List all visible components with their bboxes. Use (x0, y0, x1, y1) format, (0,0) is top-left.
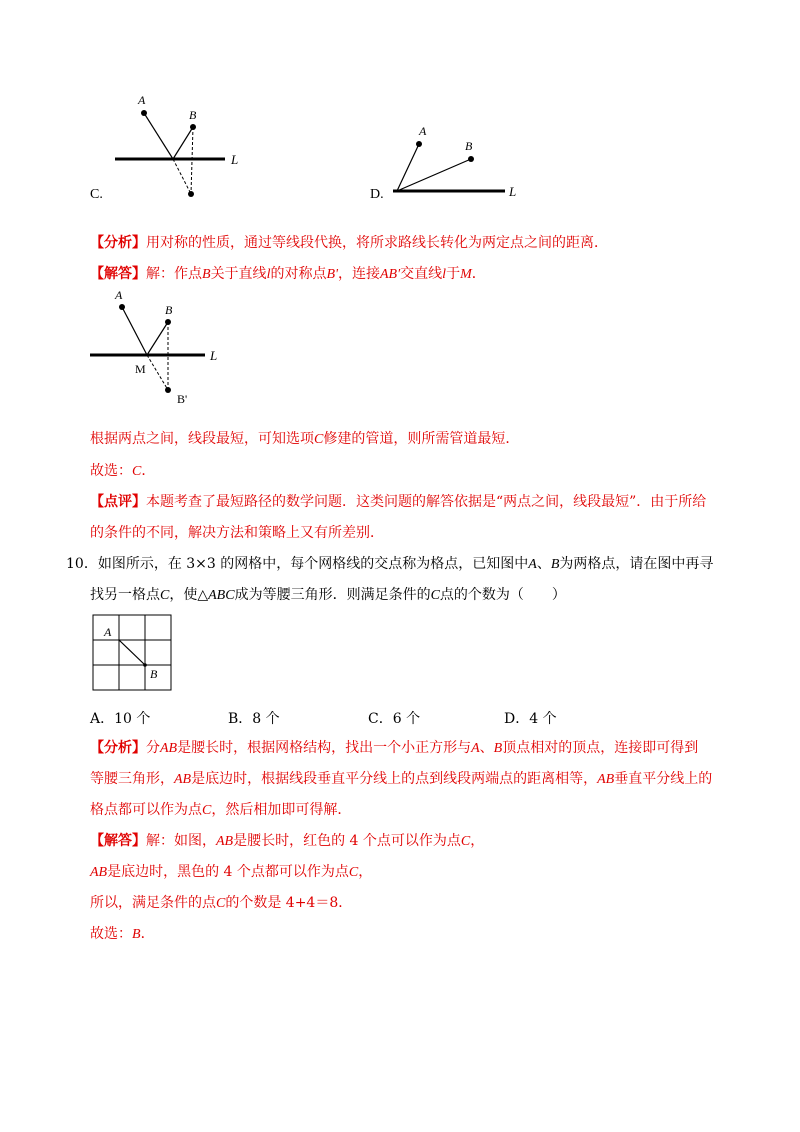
text: 等腰三角形， (90, 771, 174, 787)
text: ， (470, 833, 485, 849)
label-a: A (419, 124, 427, 138)
text: 是底边时，根据线段垂直平分线上的点到线段两端点的距离相等， (191, 771, 598, 787)
text: 的个数是 4+4＝8． (225, 895, 353, 911)
answer-tag: 【解答】 (90, 833, 146, 849)
q10-answer-line2 (90, 862, 372, 883)
q9-choose (90, 461, 155, 482)
var: AB′ (380, 267, 401, 282)
var: B (202, 267, 211, 282)
label-l: L (210, 348, 218, 363)
label-a: A (104, 625, 112, 639)
dashed-segment (147, 355, 168, 390)
var: C (460, 834, 471, 849)
point-b-prime (165, 387, 171, 393)
segment-bm (173, 127, 193, 159)
text: 找另一格点 (90, 587, 160, 603)
text: 所以，满足条件的点 (90, 895, 216, 911)
var: AB (216, 834, 234, 849)
text: 是腰长时，根据网格结构，找出一个小正方形与 (177, 740, 472, 756)
text: 于 (446, 266, 461, 282)
question-number: 10． (66, 556, 98, 572)
var: B (132, 927, 141, 942)
q10-stem-line1 (66, 554, 713, 575)
label-l: L (509, 184, 517, 199)
q9-comment (90, 492, 706, 512)
text: 是底边时，黑色的 4 个点都可以作为点 (107, 864, 349, 880)
q10-choose (90, 924, 155, 945)
text: 故选： (90, 463, 132, 479)
segment-bm (147, 322, 168, 355)
analysis-text: 用对称的性质，通过等线段代换，将所求路线长转化为两定点之间的距离． (146, 235, 608, 251)
dashed-segment (173, 159, 191, 194)
figure-solution (85, 285, 235, 410)
text: 解：作点 (146, 266, 202, 282)
text: 关于直线 (210, 266, 267, 282)
segment-am (122, 307, 147, 355)
point-a (141, 110, 147, 116)
figure-option-c (105, 88, 255, 203)
q10-answer-line3 (90, 893, 352, 914)
var: A (528, 557, 537, 572)
var: ABC (208, 588, 235, 603)
label-b: B (165, 303, 173, 317)
text: 格点都可以作为点 (90, 802, 202, 818)
var: C (314, 432, 324, 447)
text: 交直线 (400, 266, 443, 282)
var: B (550, 557, 560, 572)
analysis-tag: 【分析】 (90, 740, 146, 756)
answer-tag: 【解答】 (90, 266, 146, 282)
var: AB (160, 741, 178, 756)
label-b: B (189, 108, 197, 122)
analysis-tag: 【分析】 (90, 235, 146, 251)
segment-ab (119, 640, 145, 665)
var: A (471, 741, 480, 756)
label-a: A (115, 288, 123, 302)
var: M (460, 267, 472, 282)
label-m: M (135, 362, 146, 376)
text: ． (471, 266, 486, 282)
point-b (165, 319, 171, 325)
text: 顶点相对的顶点，连接即可得到 (502, 740, 699, 756)
point-b (190, 124, 196, 130)
text: 成为等腰三角形．则满足条件的 (234, 587, 431, 603)
var: AB (597, 772, 615, 787)
text: 故选： (90, 926, 132, 942)
text: ． (141, 463, 156, 479)
comment-tag: 【点评】 (90, 494, 146, 510)
text: 修建的管道，则所需管道最短． (323, 431, 520, 447)
q9-reasoning (90, 429, 519, 450)
q9-analysis (90, 233, 608, 253)
text: 、 (536, 556, 551, 572)
q10-analysis-line1 (90, 738, 698, 759)
text: ，使△ (169, 587, 209, 603)
choice-d[interactable]: D．4 个 (504, 711, 557, 727)
var: AB (174, 772, 192, 787)
point-b (468, 156, 474, 162)
q9-answer (90, 264, 486, 285)
text: 分 (146, 740, 160, 756)
var: C (202, 803, 212, 818)
q10-answer-line1 (90, 831, 484, 852)
var: l (442, 267, 447, 282)
text: ， (358, 864, 373, 880)
segment-am (144, 113, 173, 159)
text: 、 (479, 740, 494, 756)
text: 点的个数为（ ） (439, 587, 566, 603)
point-b (143, 663, 147, 667)
q10-analysis-line3 (90, 800, 351, 821)
option-d-label: D. (370, 187, 384, 202)
text: ． (140, 926, 155, 942)
var: C (348, 865, 359, 880)
comment-text: 本题考查了最短路径的数学问题．这类问题的解答依据是“两点之间，线段最短”．由于所给 (146, 494, 707, 510)
var: B' (326, 267, 338, 282)
var: B (493, 741, 503, 756)
var: AB (90, 865, 108, 880)
text: 为两格点，请在图中再寻 (559, 556, 714, 572)
choice-c[interactable]: C．6 个 (368, 711, 421, 727)
segment-a (397, 144, 419, 191)
figure-grid (92, 614, 182, 694)
var: C (216, 896, 226, 911)
text: ，然后相加即可得解． (211, 802, 352, 818)
q10-stem-line2 (90, 585, 566, 606)
choice-a[interactable]: A．10 个 (90, 711, 151, 727)
var: C (132, 464, 142, 479)
label-b: B (465, 139, 473, 153)
label-b-prime: B' (177, 392, 188, 406)
text: ，连接 (338, 266, 380, 282)
label-a: A (138, 93, 146, 107)
text: 垂直平分线上的 (614, 771, 713, 787)
q10-analysis-line2 (90, 769, 712, 790)
var: C (160, 588, 170, 603)
text: 如图所示，在 3×3 的网格中，每个网格线的交点称为格点，已知图中 (97, 556, 529, 572)
point-a (119, 304, 125, 310)
text: 解：如图， (146, 833, 216, 849)
label-b: B (150, 667, 158, 681)
var: C (430, 588, 440, 603)
point-a (416, 141, 422, 147)
point-b-reflect (188, 191, 194, 197)
text: 是腰长时，红色的 4 个点可以作为点 (233, 833, 461, 849)
segment-b (397, 159, 471, 191)
label-l: L (231, 152, 239, 167)
text: 根据两点之间，线段最短，可知选项 (90, 431, 314, 447)
q9-comment-line2: 的条件的不同，解决方法和策略上又有所差别． (90, 525, 384, 541)
figure-option-d (385, 120, 535, 205)
var: l (266, 267, 271, 282)
text: 的对称点 (270, 266, 327, 282)
choice-b[interactable]: B．8 个 (228, 711, 280, 727)
option-c-label: C. (90, 187, 103, 202)
